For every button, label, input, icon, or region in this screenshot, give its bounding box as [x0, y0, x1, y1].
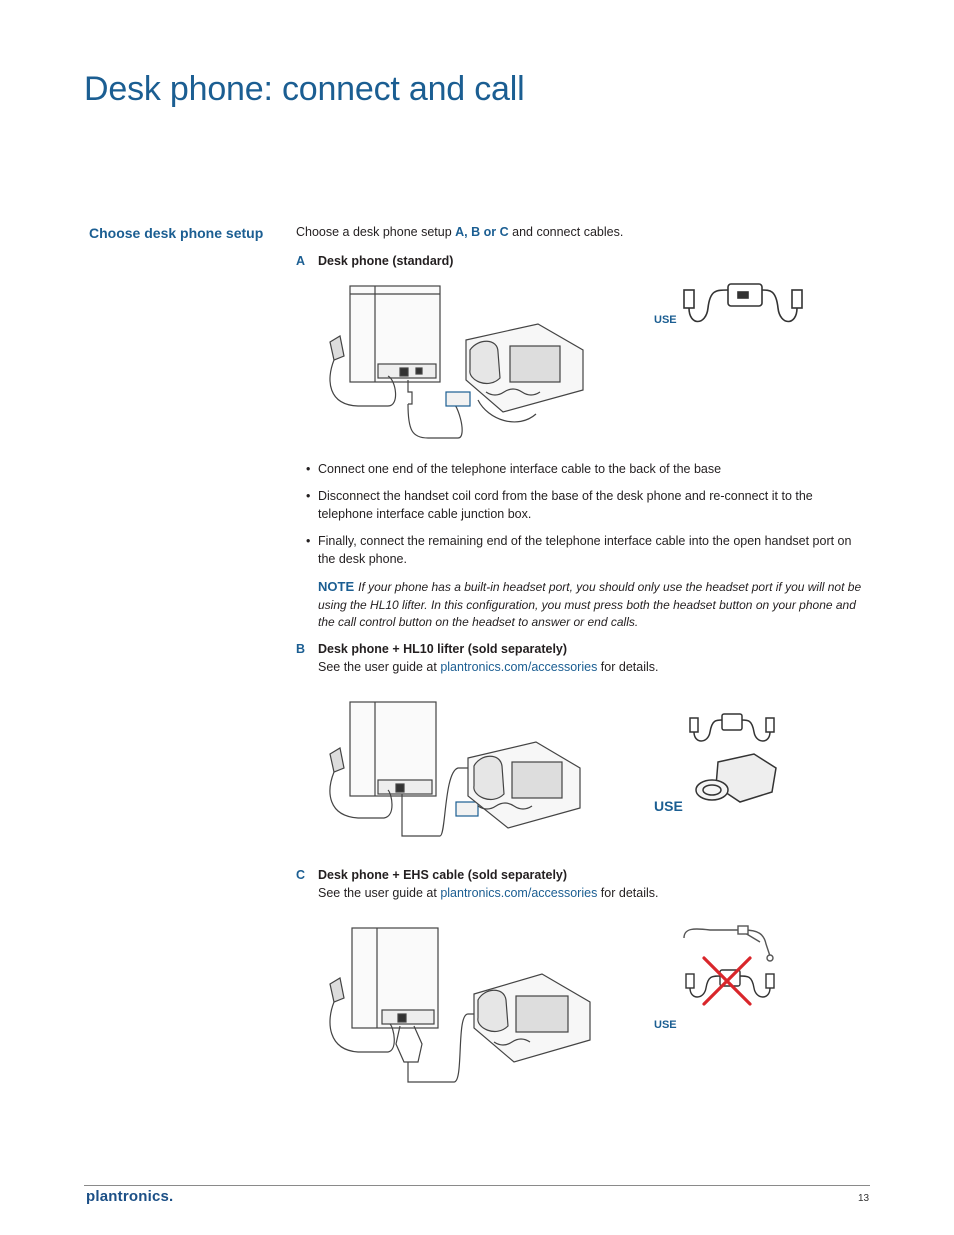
hl10-lifter-icon: [684, 710, 780, 810]
section-a-letter: A: [296, 254, 306, 268]
section-c-letter: C: [296, 868, 306, 882]
footer-divider: [84, 1185, 870, 1186]
setup-a-steps: [306, 460, 866, 577]
interface-cable-icon: [676, 278, 806, 326]
cross-mark-icon: [704, 958, 750, 1004]
section-c-see-after: for details.: [597, 886, 659, 900]
section-c-accessories-link[interactable]: plantronics.com/accessories: [440, 886, 598, 900]
side-heading: Choose desk phone setup: [89, 225, 264, 241]
bullet-glyph: •: [306, 489, 311, 503]
section-b-letter: B: [296, 642, 306, 656]
list-item: [306, 460, 866, 478]
intro-options: A, B or C: [455, 225, 509, 239]
section-a-label: Desk phone (standard): [318, 254, 454, 268]
section-b-accessories-link[interactable]: plantronics.com/accessories: [440, 660, 598, 674]
base-station-ehs-icon: [318, 922, 596, 1090]
list-item: [306, 532, 866, 568]
section-c-label: Desk phone + EHS cable (sold separately): [318, 868, 568, 882]
section-b-heading: [296, 640, 658, 676]
section-c-heading: [296, 866, 658, 902]
section-c-use-label: USE: [654, 1019, 677, 1031]
section-b-use-label: USE: [654, 798, 683, 814]
section-b-see-after: for details.: [597, 660, 659, 674]
note-label: NOTE: [318, 579, 355, 594]
section-b-label: Desk phone + HL10 lifter (sold separately): [318, 642, 568, 656]
step-text: Connect one end of the telephone interface cable to the back of the base: [318, 462, 722, 476]
bullet-glyph: •: [306, 462, 311, 476]
section-a-heading: [296, 252, 453, 270]
desk-phone-icon: [318, 696, 596, 848]
bullet-glyph: •: [306, 534, 311, 548]
section-a-use-label: USE: [654, 314, 677, 326]
step-text: Finally, connect the remaining end of the telephone interface cable into the open handset port on the desk phone.: [318, 534, 852, 566]
section-b-see-before: See the user guide at: [318, 660, 441, 674]
list-item: [306, 487, 866, 523]
setup-a-note: [318, 578, 868, 632]
base-station-icon: [318, 280, 593, 445]
section-c-see-before: See the user guide at: [318, 886, 441, 900]
note-text: If your phone has a built-in headset port, you should only use the headset port if you will not be using the HL10 lifter. In this configuration, you must press both the headset button on your phone and the call control button on the headset to answer or end calls.: [318, 580, 862, 629]
page-number: 13: [858, 1193, 870, 1204]
intro-after: and connect cables.: [508, 225, 624, 239]
plantronics-logo: plantronics.: [86, 1188, 174, 1205]
page-title: Desk phone: connect and call: [84, 70, 525, 108]
intro-before: Choose a desk phone setup: [296, 225, 456, 239]
intro-text: [296, 225, 623, 239]
step-text: Disconnect the handset coil cord from the base of the desk phone and re-connect it to the telephone interface cable junction box.: [318, 489, 813, 521]
ehs-cable-icon: [680, 922, 780, 1008]
